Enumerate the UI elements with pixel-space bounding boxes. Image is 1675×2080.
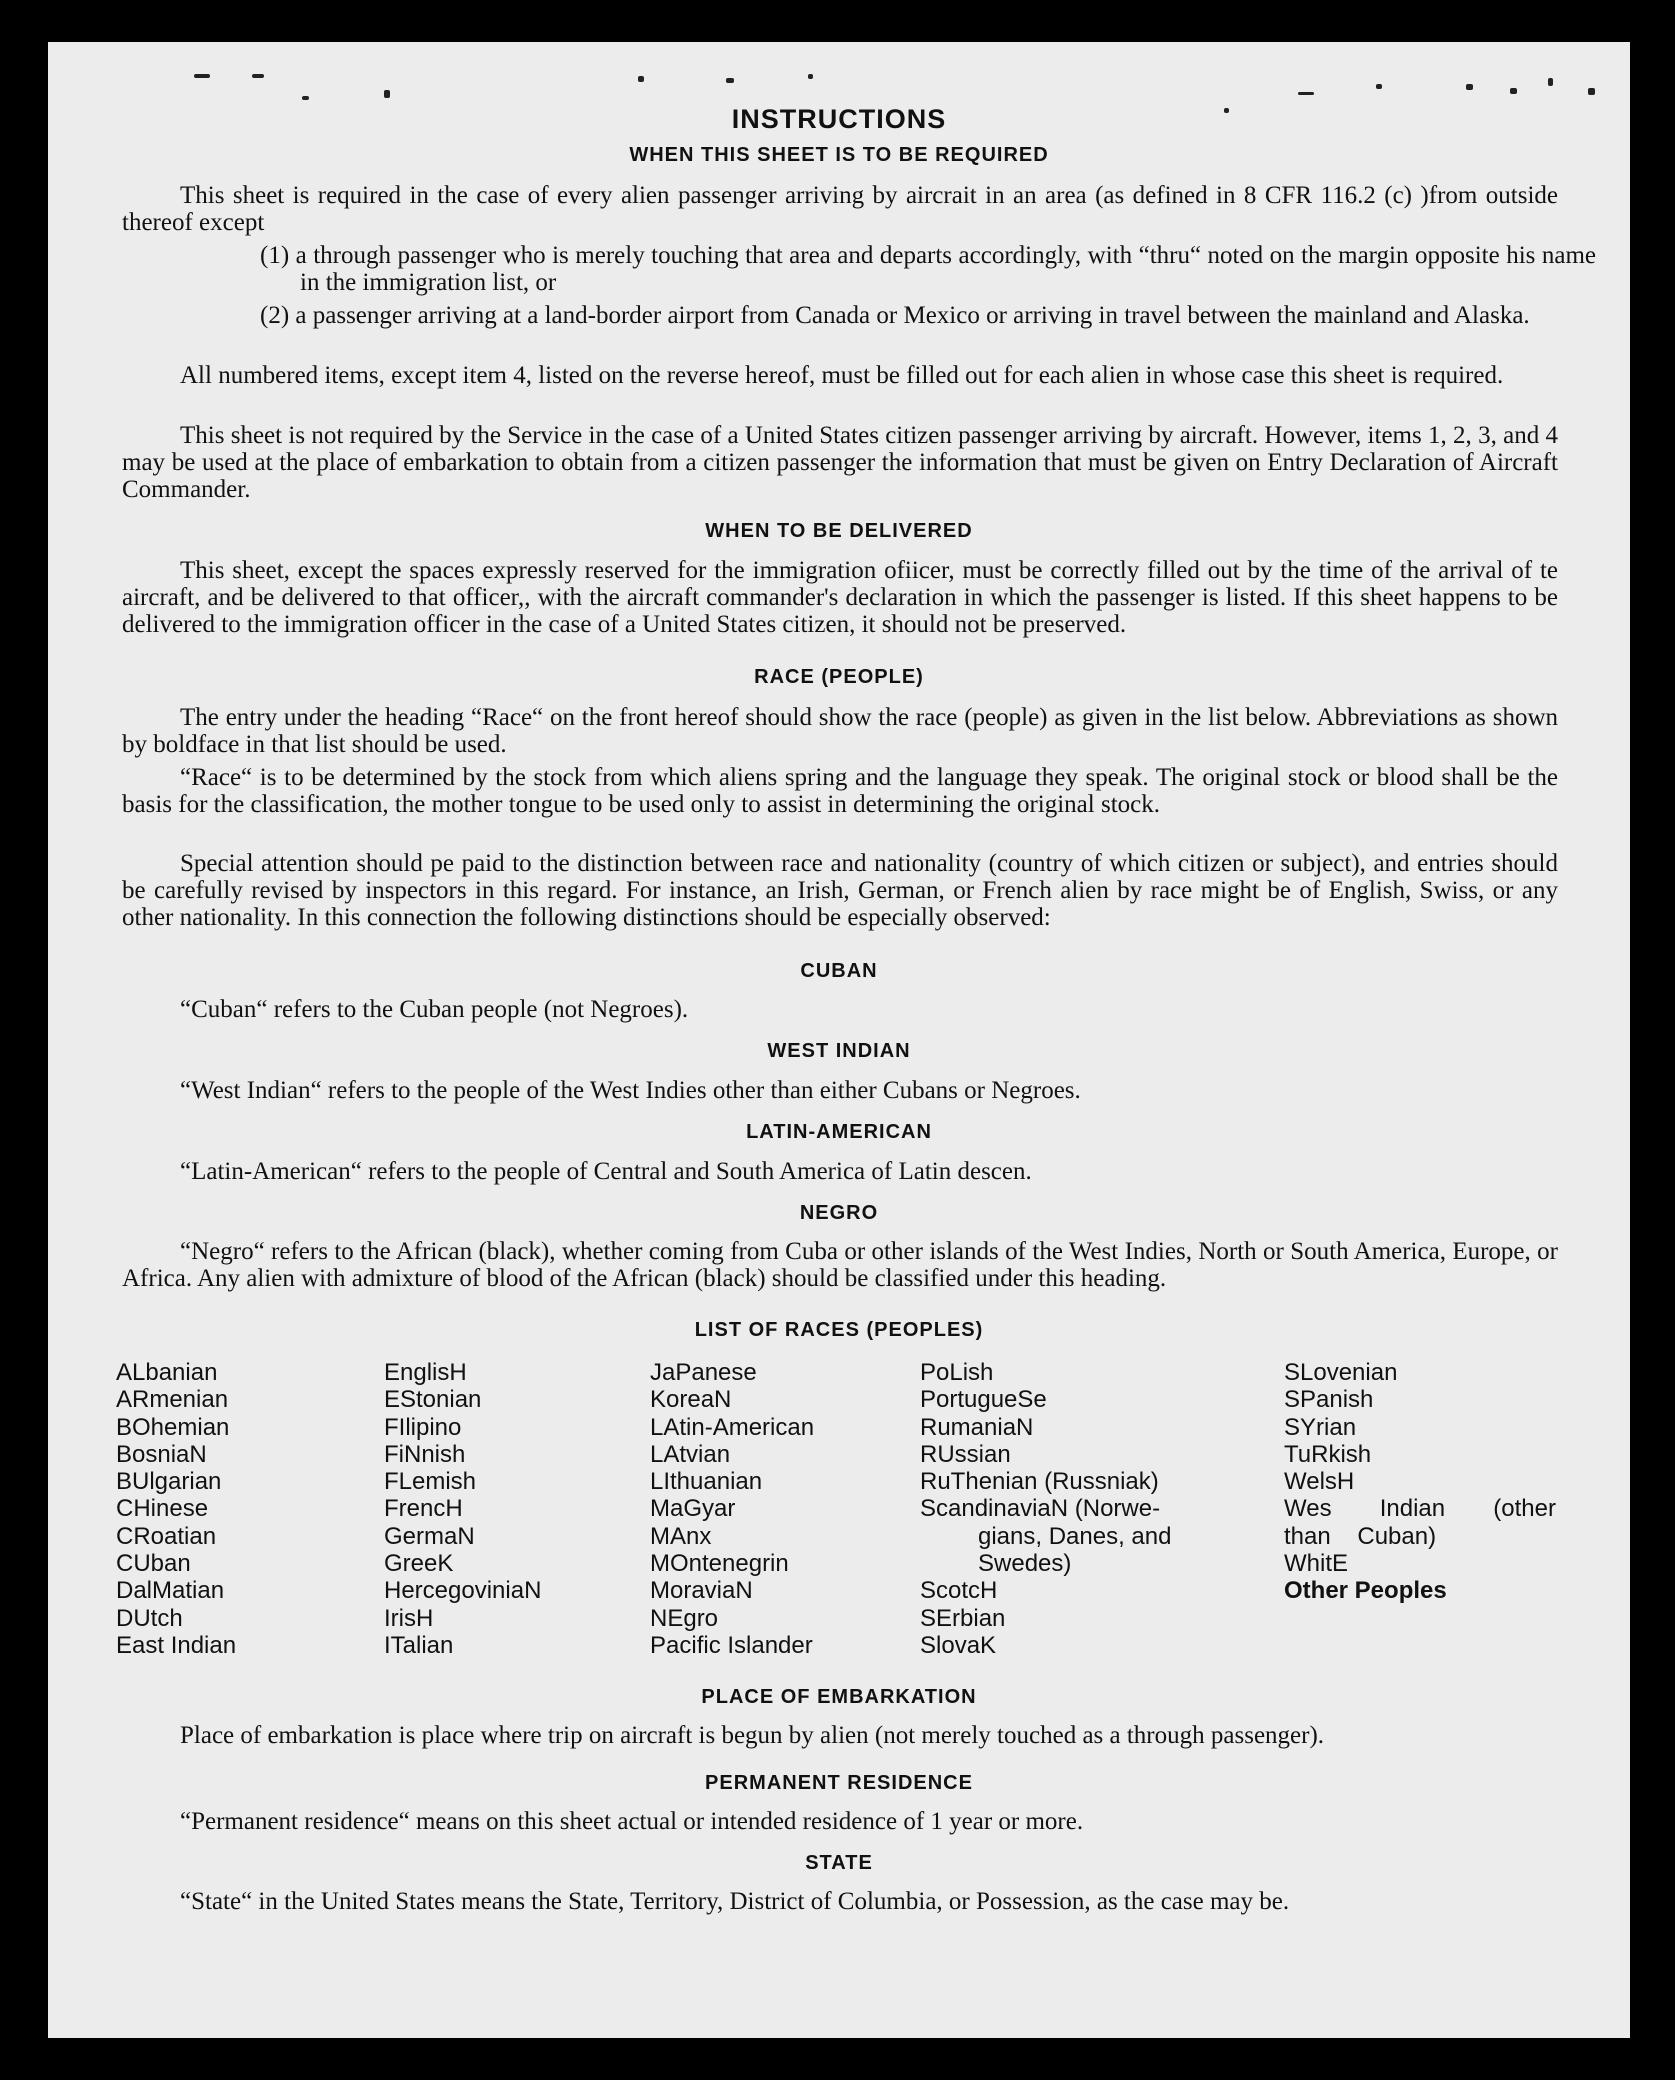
list-item: (1) a through passenger who is merely touching that area and departs accordingly, with “thru“ noted on the margin opposite his name in the immigration list, or xyxy=(260,242,1596,296)
paragraph: This sheet is required in the case of every alien passenger arriving by aircrait in an area (as defined in 8 CFR 116.2 (c) )from outside thereof except xyxy=(122,182,1558,236)
race-entry: BUlgarian xyxy=(116,1468,222,1496)
race-entry: CHinese xyxy=(116,1495,209,1523)
scan-speck xyxy=(1548,78,1553,86)
paragraph: “Cuban“ refers to the Cuban people (not Negroes). xyxy=(180,996,689,1023)
scan-speck xyxy=(1510,88,1517,94)
race-entry: KoreaN xyxy=(650,1386,732,1414)
paragraph: “West Indian“ refers to the people of the West Indies other than either Cubans or Negroes. xyxy=(180,1077,1081,1104)
race-entry: EnglisH xyxy=(384,1359,467,1386)
section-heading-state: STATE xyxy=(805,1852,873,1874)
race-entry: BosniaN xyxy=(116,1440,207,1468)
paragraph: Place of embarkation is place where trip on aircraft is begun by alien (not merely touched as a through passenger). xyxy=(180,1722,1325,1749)
race-entry: SLovenian xyxy=(1284,1359,1398,1386)
paragraph: This sheet, except the spaces expressly reserved for the immigration ofiicer, must be correctly filled out by the time of the arrival of te aircraft, and be delivered to that officer,, with the aircraft commander's declaration in which the passenger is listed. If this sheet happens to be delivered to the immigration officer in the case of a United States citizen, it should not be preserved. xyxy=(122,557,1558,638)
race-entry: FrencH xyxy=(384,1495,463,1523)
race-entry: FLemish xyxy=(384,1468,477,1496)
paragraph: “Race“ is to be determined by the stock from which aliens spring and the language they speak. The original stock or blood shall be the basis for the classification, the mother tongue to be used only to assist in determining the original stock. xyxy=(122,764,1558,818)
scan-speck xyxy=(1466,84,1473,90)
scan-speck xyxy=(1588,88,1595,95)
list-item: (2) a passenger arriving at a land-border airport from Canada or Mexico or arriving in travel between the mainland and Alaska. xyxy=(260,302,1530,329)
race-entry: CUban xyxy=(116,1550,191,1578)
document-page xyxy=(48,42,1630,2038)
section-heading-cuban: CUBAN xyxy=(800,960,878,982)
race-entry: DUtch xyxy=(116,1604,183,1632)
paragraph: Special attention should pe paid to the distinction between race and nationality (country of which citizen or subject), and entries should be carefully revised by inspectors in this regard. For instance, an Irish, German, or French alien by race might be of English, Swiss, or any other nationality. In this connection the following distinctions should be especially observed: xyxy=(122,850,1558,931)
section-heading-race: RACE (PEOPLE) xyxy=(754,666,924,688)
race-entry: SYrian xyxy=(1284,1413,1357,1441)
race-entry: FiNnish xyxy=(384,1440,466,1468)
section-heading-list-of-races: LIST OF RACES (PEOPLES) xyxy=(694,1319,984,1341)
race-entry: SPanish xyxy=(1284,1386,1374,1414)
paragraph: “Permanent residence“ means on this sheet actual or intended residence of 1 year or more. xyxy=(180,1808,1084,1835)
race-entry: NEgro xyxy=(650,1604,719,1632)
race-entry: SlovaK xyxy=(920,1631,997,1659)
race-entry: Wes Indian (other than Cuban) xyxy=(1284,1495,1556,1550)
race-entry: MAnx xyxy=(650,1522,712,1550)
section-heading-west-indian: WEST INDIAN xyxy=(767,1040,911,1062)
scan-speck xyxy=(194,74,210,78)
race-entry: SErbian xyxy=(920,1604,1006,1632)
race-entry: HercegoviniaN xyxy=(384,1577,542,1605)
race-entry: MOntenegrin xyxy=(650,1550,789,1578)
race-entry: TuRkish xyxy=(1284,1440,1372,1468)
race-entry: LAtvian xyxy=(650,1440,731,1468)
race-list-column xyxy=(920,1359,1171,1659)
section-heading-permanent-residence: PERMANENT RESIDENCE xyxy=(705,1772,973,1794)
race-entry: WelsH xyxy=(1284,1468,1355,1496)
race-list-column xyxy=(1284,1359,1556,1605)
race-entry: RumaniaN xyxy=(920,1413,1034,1441)
section-heading-when-delivered: WHEN TO BE DELIVERED xyxy=(705,520,973,542)
race-entry: ITalian xyxy=(384,1631,454,1659)
race-list-column xyxy=(116,1359,236,1659)
race-entry: Other Peoples xyxy=(1284,1577,1447,1605)
race-entry: JaPanese xyxy=(650,1359,757,1386)
scan-speck xyxy=(1376,84,1382,89)
race-entry: MaGyar xyxy=(650,1495,736,1523)
race-entry: Pacific Islander xyxy=(650,1631,813,1659)
section-heading-when-required: WHEN THIS SHEET IS TO BE REQUIRED xyxy=(629,144,1049,166)
paragraph: “Negro“ refers to the African (black), whether coming from Cuba or other islands of the West Indies, North or South America, Europe, or Africa. Any alien with admixture of blood of the African (black) should be classified under this heading. xyxy=(122,1238,1558,1292)
race-entry: ScandinaviaN (Norwe- xyxy=(920,1495,1161,1523)
race-entry: ScotcH xyxy=(920,1577,998,1605)
race-entry-continuation: gians, Danes, and xyxy=(978,1522,1172,1550)
race-entry-continuation: Swedes) xyxy=(978,1550,1072,1578)
race-entry: GermaN xyxy=(384,1522,475,1550)
race-entry: BOhemian xyxy=(116,1413,230,1441)
scan-speck xyxy=(1298,92,1314,95)
paragraph: “Latin-American“ refers to the people of Central and South America of Latin descen. xyxy=(180,1158,1032,1185)
race-entry: RUssian xyxy=(920,1440,1011,1468)
scan-speck xyxy=(808,74,813,79)
race-entry: ARmenian xyxy=(116,1386,229,1414)
race-entry: MoraviaN xyxy=(650,1577,753,1605)
section-heading-latin-american: LATIN-AMERICAN xyxy=(746,1121,932,1143)
race-entry: RuThenian (Russniak) xyxy=(920,1468,1159,1496)
paragraph: All numbered items, except item 4, listed on the reverse hereof, must be filled out for each alien in whose case this sheet is required. xyxy=(180,362,1504,389)
race-entry: LIthuanian xyxy=(650,1468,763,1496)
page-title: INSTRUCTIONS xyxy=(731,104,947,134)
race-entry: IrisH xyxy=(384,1604,434,1632)
race-entry: LAtin-American xyxy=(650,1413,815,1441)
race-entry: EStonian xyxy=(384,1386,482,1414)
scan-speck xyxy=(726,78,734,83)
race-entry: WhitE xyxy=(1284,1550,1349,1578)
race-entry: East Indian xyxy=(116,1631,237,1659)
race-entry: CRoatian xyxy=(116,1522,217,1550)
race-entry: GreeK xyxy=(384,1550,454,1578)
paragraph: This sheet is not required by the Service in the case of a United States citizen passenger arriving by aircraft. However, items 1, 2, 3, and 4 may be used at the place of embarkation to obtain from a citizen passenger the information that must be given on Entry Declaration of Aircraft Commander. xyxy=(122,422,1558,503)
race-entry: DalMatian xyxy=(116,1577,225,1605)
race-list-column xyxy=(650,1359,814,1659)
section-heading-embarkation: PLACE OF EMBARKATION xyxy=(701,1686,977,1708)
paragraph: “State“ in the United States means the State, Territory, District of Columbia, or Possession, as the case may be. xyxy=(180,1888,1290,1915)
scan-speck xyxy=(252,74,264,78)
scan-speck xyxy=(302,96,309,100)
race-entry: ALbanian xyxy=(116,1359,218,1386)
race-entry: PortugueSe xyxy=(920,1386,1047,1414)
race-list-column xyxy=(384,1359,541,1659)
paragraph: The entry under the heading “Race“ on the front hereof should show the race (people) as given in the list below. Abbreviations as shown by boldface in that list should be used. xyxy=(122,704,1558,758)
scan-speck xyxy=(638,76,644,82)
race-entry: FIlipino xyxy=(384,1413,462,1441)
race-entry: PoLish xyxy=(920,1359,994,1386)
scan-speck xyxy=(384,90,390,98)
section-heading-negro: NEGRO xyxy=(799,1202,879,1224)
